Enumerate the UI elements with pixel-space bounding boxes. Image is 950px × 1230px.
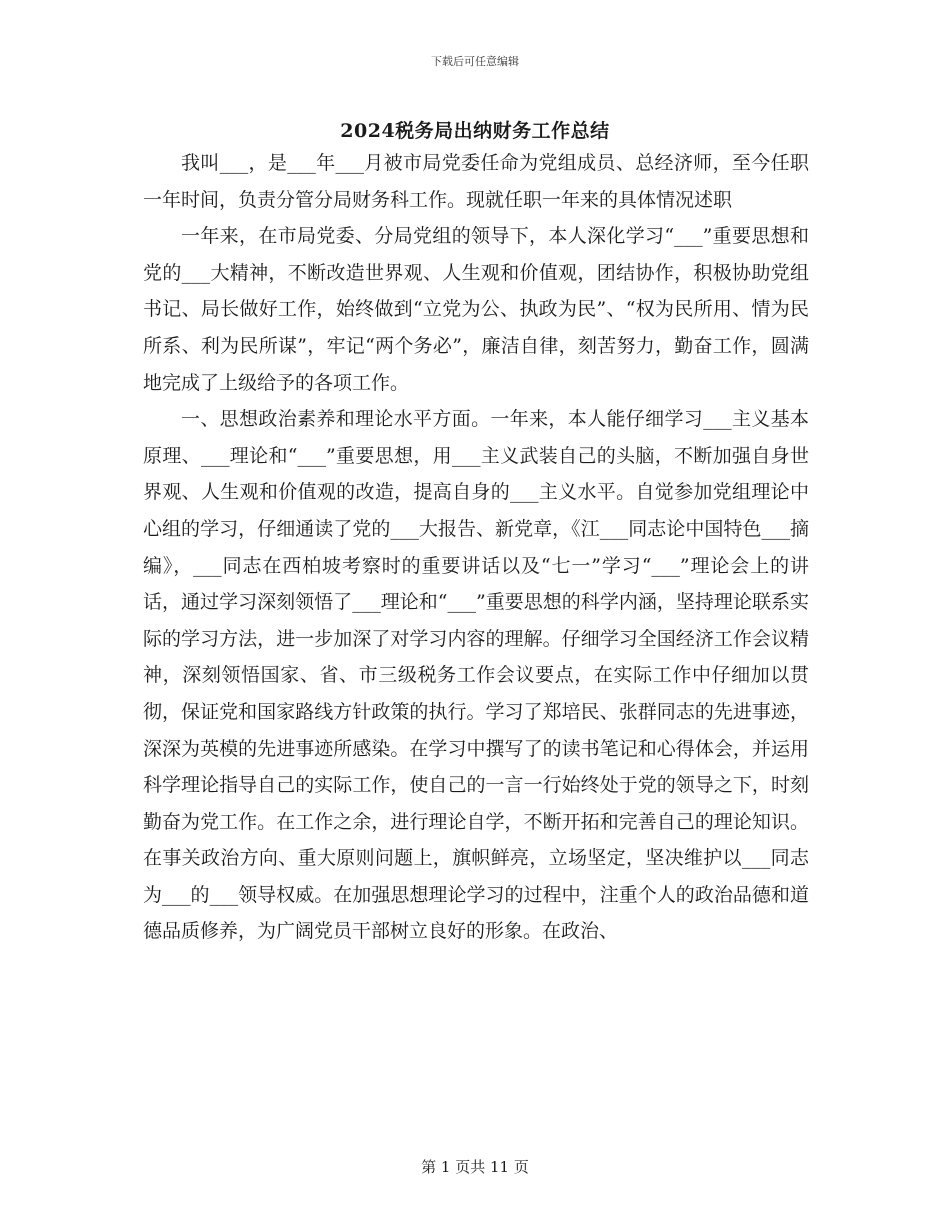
paragraph-intro: 我叫___，是___年___月被市局党委任命为党组成员、总经济师，至今任职一年时间，负责分管分局财务科工作。现就任职一年来的具体情况述职 [143, 152, 809, 211]
document-body [143, 145, 809, 950]
page-header-note: 下载后可任意编辑 [431, 55, 519, 68]
document-title: 2024税务局出纳财务工作总结 [340, 120, 610, 142]
paragraph-overview: 一年来，在市局党委、分局党组的领导下，本人深化学习“___”重要思想和党的___大精神，不断改造世界观、人生观和价值观，团结协作，积极协助党组书记、局长做好工作，始终做到“立党为公、执政为民”、“权为民所用、情为民所系、利为民所谋”，牢记“两个务必”，廉洁自律，刻苦努力，勤奋工作，圆满地完成了上级给予的各项工作。 [143, 225, 809, 394]
page-number: 第 1 页共 11 页 [421, 1158, 529, 1176]
paragraph-section-one: 一、思想政治素养和理论水平方面。一年来，本人能仔细学习___主义基本原理、___理论和“___”重要思想，用___主义武装自己的头脑，不断加强自身世界观、人生观和价值观的改造，提高自身的___主义水平。自觉参加党组理论中心组的学习，仔细通读了党的___大报告、新党章，《江___同志论中国特色___摘编》，___同志在西柏坡考察时的重要讲话以及“七一”学习“___”理论会上的讲话，通过学习深刻领悟了___理论和“___”重要思想的科学内涵，坚持理论联系实际的学习方法，进一步加深了对学习内容的理解。仔细学习全国经济工作会议精神，深刻领悟国家、省、市三级税务工作会议要点，在实际工作中仔细加以贯彻，保证党和国家路线方针政策的执行。学习了郑培民、张群同志的先进事迹，深深为英模的先进事迹所感染。在学习中撰写了的读书笔记和心得体会，并运用科学理论指导自己的实际工作，使自己的一言一行始终处于党的领导之下，时刻勤奋为党工作。在工作之余，进行理论自学，不断开拓和完善自己的理论知识。在事关政治方向、重大原则问题上，旗帜鲜亮，立场坚定，坚决维护以___同志为___的___领导权威。在加强思想理论学习的过程中，注重个人的政治品德和道德品质修养，为广阔党员干部树立良好的形象。在政治、 [143, 408, 809, 943]
